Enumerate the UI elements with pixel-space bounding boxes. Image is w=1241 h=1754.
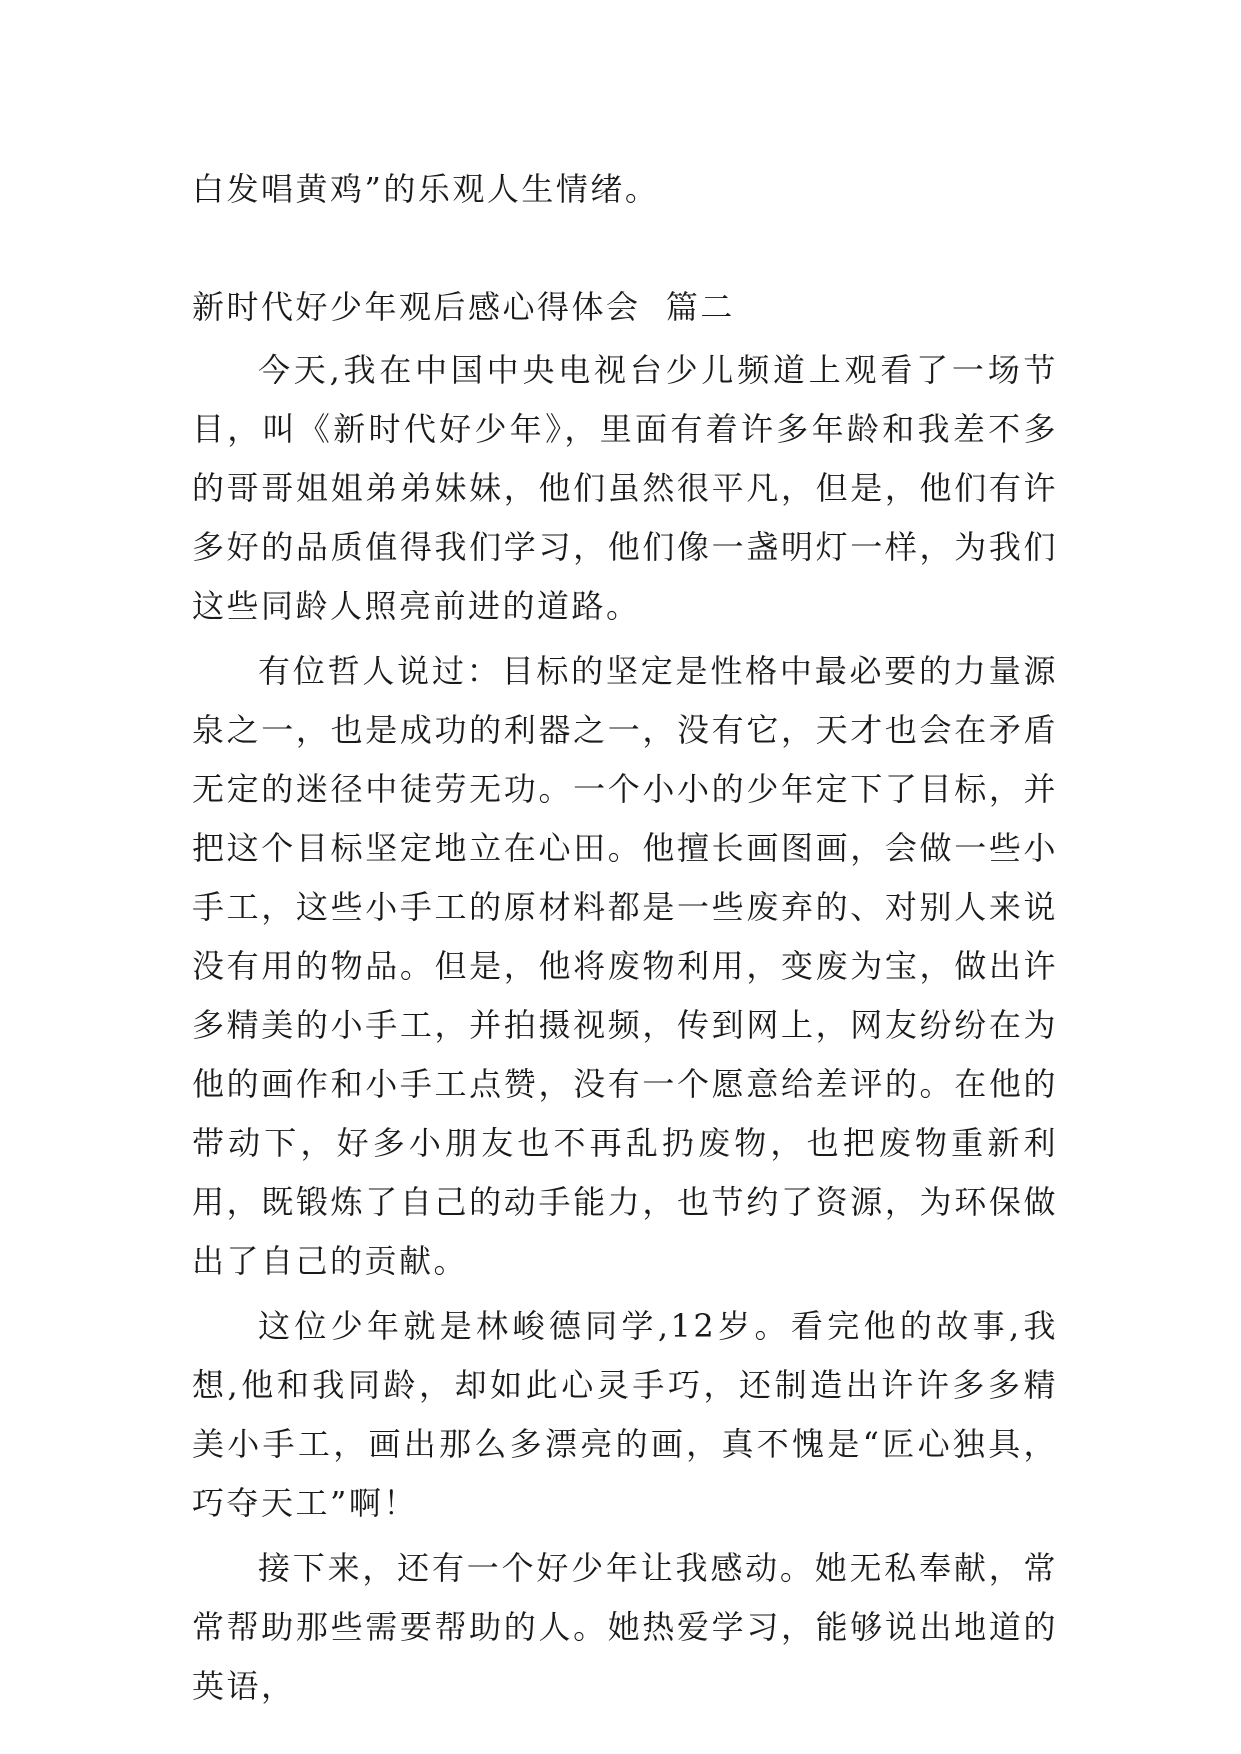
section-title: 新时代好少年观后感心得体会 篇二	[192, 288, 735, 326]
continuation-text: 白发唱黄鸡”的乐观人生情绪。	[192, 170, 660, 208]
document-page	[192, 160, 1058, 1716]
paragraph-4: 接下来，还有一个好少年让我感动。她无私奉献，常常帮助那些需要帮助的人。她热爱学习，能够说出地道的英语，	[192, 1549, 1058, 1705]
paragraph-2: 有位哲人说过：目标的坚定是性格中最必要的力量源泉之一，也是成功的利器之一，没有它，天才也会在矛盾无定的迷径中徒劳无功。一个小小的少年定下了目标，并把这个目标坚定地立在心田。他擅长画图画，会做一些小手工，这些小手工的原材料都是一些废弃的、对别人来说没有用的物品。但是，他将废物利用，变废为宝，做出许多精美的小手工，并拍摄视频，传到网上，网友纷纷在为他的画作和小手工点赞，没有一个愿意给差评的。在他的带动下，好多小朋友也不再乱扔废物，也把废物重新利用，既锻炼了自己的动手能力，也节约了资源，为环保做出了自己的贡献。	[192, 652, 1058, 1280]
paragraph-1: 今天,我在中国中央电视台少儿频道上观看了一场节目，叫《新时代好少年》，里面有着许多年龄和我差不多的哥哥姐姐弟弟妹妹，他们虽然很平凡，但是，他们有许多好的品质值得我们学习，他们像一盏明灯一样，为我们这些同龄人照亮前进的道路。	[192, 351, 1058, 625]
paragraph-3: 这位少年就是林峻德同学,12岁。看完他的故事,我想,他和我同龄，却如此心灵手巧，还制造出许许多多精美小手工，画出那么多漂亮的画，真不愧是“匠心独具，巧夺天工”啊！	[192, 1307, 1058, 1522]
